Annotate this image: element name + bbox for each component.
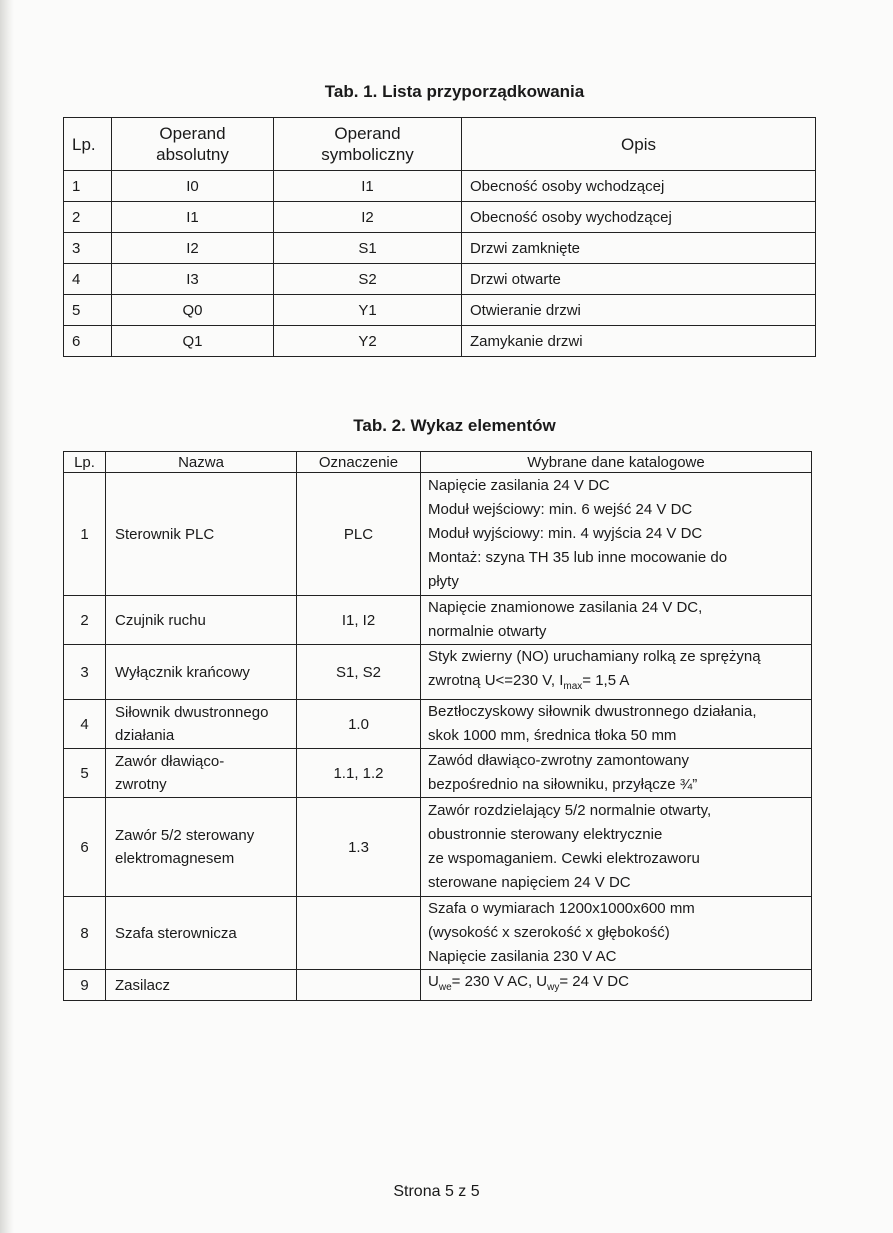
cell-lp: 6 — [64, 326, 112, 357]
cell-dane: Zawód dławiąco-zwrotny zamontowany bezpośrednio na siłowniku, przyłącze ¾” — [421, 749, 812, 798]
cell-dane: Napięcie zasilania 24 V DC Moduł wejściowy: min. 6 wejść 24 V DC Moduł wyjściowy: min. 4 wyjścia 24 V DC Montaż: szyna TH 35 lub inne mocowanie do płyty — [421, 473, 812, 596]
table-row — [64, 897, 812, 970]
cell-nazwa: Zawór dławiąco- zwrotny — [106, 749, 297, 798]
cell-abs: Q0 — [112, 295, 274, 326]
table-row — [64, 749, 812, 798]
cell-lp: 5 — [64, 295, 112, 326]
cell-dane: Beztłoczyskowy siłownik dwustronnego działania, skok 1000 mm, średnica tłoka 50 mm — [421, 700, 812, 749]
cell-nazwa: Szafa sterownicza — [106, 897, 297, 970]
table-row — [64, 202, 816, 233]
header-operand-absolute: Operand absolutny — [112, 118, 274, 171]
cell-nazwa: Sterownik PLC — [106, 473, 297, 596]
cell-abs: I2 — [112, 233, 274, 264]
table-row — [64, 326, 816, 357]
table-row — [64, 233, 816, 264]
header-operand-symbolic: Operand symboliczny — [274, 118, 462, 171]
table-row — [64, 700, 812, 749]
table-row — [64, 596, 812, 645]
cell-opis: Obecność osoby wychodzącej — [462, 202, 816, 233]
cell-lp: 1 — [64, 473, 106, 596]
table-row — [64, 264, 816, 295]
cell-opis: Otwieranie drzwi — [462, 295, 816, 326]
cell-lp: 3 — [64, 645, 106, 700]
cell-dane: Napięcie znamionowe zasilania 24 V DC, normalnie otwarty — [421, 596, 812, 645]
cell-opis: Drzwi otwarte — [462, 264, 816, 295]
table-row — [64, 295, 816, 326]
cell-dane: Szafa o wymiarach 1200x1000x600 mm (wysokość x szerokość x głębokość) Napięcie zasilania 230 V AC — [421, 897, 812, 970]
cell-abs: I3 — [112, 264, 274, 295]
table-row — [64, 171, 816, 202]
cell-sym: Y2 — [274, 326, 462, 357]
components-table — [63, 451, 812, 1001]
cell-oznaczenie: 1.3 — [297, 798, 421, 897]
cell-sym: I2 — [274, 202, 462, 233]
cell-oznaczenie: 1.1, 1.2 — [297, 749, 421, 798]
cell-lp: 3 — [64, 233, 112, 264]
cell-lp: 9 — [64, 970, 106, 1001]
cell-opis: Obecność osoby wchodzącej — [462, 171, 816, 202]
assignment-table — [63, 117, 816, 357]
cell-lp: 4 — [64, 264, 112, 295]
cell-nazwa: Wyłącznik krańcowy — [106, 645, 297, 700]
header-lp: Lp. — [64, 118, 112, 171]
page-footer: Strona 5 z 5 — [393, 1183, 480, 1200]
table-row — [64, 970, 812, 1001]
cell-nazwa: Siłownik dwustronnego działania — [106, 700, 297, 749]
cell-oznaczenie: PLC — [297, 473, 421, 596]
cell-lp: 4 — [64, 700, 106, 749]
table-row — [64, 798, 812, 897]
cell-lp: 2 — [64, 596, 106, 645]
table2-header-row — [64, 452, 812, 473]
cell-oznaczenie: I1, I2 — [297, 596, 421, 645]
cell-oznaczenie — [297, 970, 421, 1001]
cell-lp: 2 — [64, 202, 112, 233]
header-lp: Lp. — [64, 452, 106, 473]
cell-opis: Drzwi zamknięte — [462, 233, 816, 264]
cell-sym: I1 — [274, 171, 462, 202]
cell-dane: Styk zwierny (NO) uruchamiany rolką ze sprężyną zwrotną U<=230 V, $I_{max}= 1,5$ A — [421, 645, 812, 700]
scan-edge — [0, 0, 14, 1233]
cell-lp: 1 — [64, 171, 112, 202]
cell-abs: I1 — [112, 202, 274, 233]
cell-abs: I0 — [112, 171, 274, 202]
cell-dane: $U_{we}= 230$ V AC, $U_{wy}= 24$ V DC — [421, 970, 812, 1001]
cell-dane: Zawór rozdzielający 5/2 normalnie otwarty, obustronnie sterowany elektrycznie ze wspomaganiem. Cewki elektrozaworu sterowane napięciem 24 V DC — [421, 798, 812, 897]
header-nazwa: Nazwa — [106, 452, 297, 473]
cell-lp: 5 — [64, 749, 106, 798]
cell-opis: Zamykanie drzwi — [462, 326, 816, 357]
cell-sym: S1 — [274, 233, 462, 264]
table2-caption: Tab. 2. Wykaz elementów — [353, 416, 556, 435]
table-row — [64, 473, 812, 596]
header-dane: Wybrane dane katalogowe — [421, 452, 812, 473]
table1-caption: Tab. 1. Lista przyporządkowania — [324, 82, 585, 101]
cell-oznaczenie: 1.0 — [297, 700, 421, 749]
cell-lp: 8 — [64, 897, 106, 970]
cell-oznaczenie — [297, 897, 421, 970]
table-row — [64, 645, 812, 700]
cell-sym: Y1 — [274, 295, 462, 326]
cell-sym: S2 — [274, 264, 462, 295]
header-oznaczenie: Oznaczenie — [297, 452, 421, 473]
table1-header-row — [64, 118, 816, 171]
cell-nazwa: Czujnik ruchu — [106, 596, 297, 645]
cell-nazwa: Zawór 5/2 sterowany elektromagnesem — [106, 798, 297, 897]
cell-oznaczenie: S1, S2 — [297, 645, 421, 700]
cell-lp: 6 — [64, 798, 106, 897]
cell-abs: Q1 — [112, 326, 274, 357]
header-opis: Opis — [462, 118, 816, 171]
cell-nazwa: Zasilacz — [106, 970, 297, 1001]
